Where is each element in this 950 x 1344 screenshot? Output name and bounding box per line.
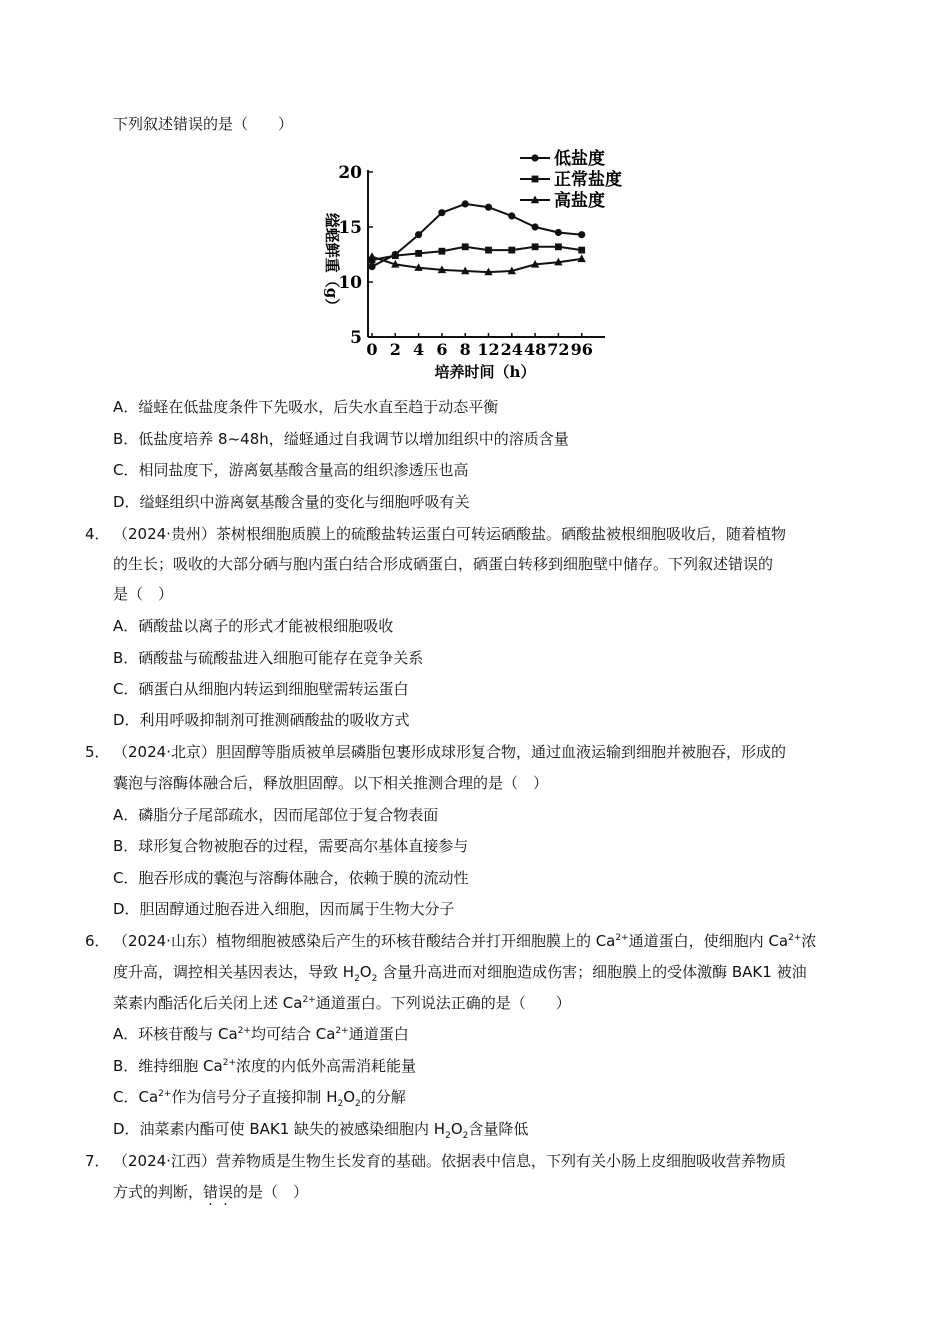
data-point xyxy=(508,212,515,219)
data-point xyxy=(578,254,586,262)
legend-label: 低盐度 xyxy=(554,149,605,169)
q3-option-c: C．相同盐度下，游离氨基酸含量高的组织渗透压也高 xyxy=(113,461,469,479)
data-point xyxy=(368,252,376,260)
legend-item xyxy=(520,169,622,190)
y-axis-label: 缢蛏鲜重（g） xyxy=(323,212,341,314)
data-point xyxy=(532,223,539,230)
q3-option-d: D．缢蛏组织中游离氨基酸含量的变化与细胞呼吸有关 xyxy=(113,493,470,511)
data-point xyxy=(415,250,422,257)
data-point xyxy=(532,176,539,183)
q6-option-d: D．油菜素内酯可使 BAK1 缺失的被感染细胞内 $H_2O_2$含量降低 xyxy=(113,1120,529,1141)
data-point xyxy=(485,247,492,254)
q4-stem-line2: 的生长；吸收的大部分硒与胞内蛋白结合形成硒蛋白，硒蛋白转移到细胞壁中储存。下列叙述错误的 xyxy=(113,555,774,573)
q6-option-c: C．$Ca^{2+}$作为信号分子直接抑制 $H_2O_2$的分解 xyxy=(113,1088,406,1109)
q5-option-a: A．磷脂分子尾部疏水，因而尾部位于复合物表面 xyxy=(113,806,439,824)
x-tick-label: 48 xyxy=(523,340,547,359)
intro-text: 下列叙述错误的是（ ） xyxy=(113,115,294,133)
q4-option-b: B．硒酸盐与硫酸盐进入细胞可能存在竞争关系 xyxy=(113,649,424,667)
data-point xyxy=(508,247,515,254)
data-point xyxy=(438,209,445,216)
data-point xyxy=(578,247,585,254)
y-tick-label: 20 xyxy=(338,163,362,183)
data-point xyxy=(555,229,562,236)
data-point xyxy=(462,243,469,250)
q5-option-d: D．胆固醇通过胞吞进入细胞，因而属于生物大分子 xyxy=(113,900,455,918)
x-tick-label: 0 xyxy=(366,340,378,359)
data-point xyxy=(555,243,562,250)
q5-option-b: B．球形复合物被胞吞的过程，需要高尔基体直接参与 xyxy=(113,837,469,855)
x-tick-label: 24 xyxy=(500,340,523,359)
q5-option-c: C．胞吞形成的囊泡与溶酶体融合，依赖于膜的流动性 xyxy=(113,869,469,887)
data-point xyxy=(485,204,492,211)
q4-stem-line1: （2024·贵州）茶树根细胞质膜上的硫酸盐转运蛋白可转运硒酸盐。硒酸盐被根细胞吸收后，随着植物 xyxy=(113,525,786,543)
x-tick-label: 72 xyxy=(547,340,570,359)
q5-number: 5． xyxy=(85,743,110,761)
legend-label: 正常盐度 xyxy=(554,170,622,190)
q6-stem-line1: （2024·山东）植物细胞被感染后产生的环核苷酸结合并打开细胞膜上的 $Ca^{2+}$通道蛋白，使细胞内 $Ca^{2+}$浓 xyxy=(113,932,817,950)
x-tick-label: 6 xyxy=(436,340,448,359)
series-line xyxy=(372,204,582,267)
data-point xyxy=(415,231,422,238)
q6-number: 6． xyxy=(85,932,110,950)
q4-option-d: D．利用呼吸抑制剂可推测硒酸盐的吸收方式 xyxy=(113,711,410,729)
x-tick-label: 2 xyxy=(389,340,401,359)
x-axis-label: 培养时间（h） xyxy=(434,363,536,381)
data-point xyxy=(462,200,469,207)
chart-legend xyxy=(520,148,622,211)
series-circle xyxy=(368,200,585,270)
q3-option-a: A．缢蛏在低盐度条件下先吸水，后失水直至趋于动态平衡 xyxy=(113,398,499,416)
q4-option-a: A．硒酸盐以离子的形式才能被根细胞吸收 xyxy=(113,617,394,635)
y-tick-label: 5 xyxy=(350,328,362,348)
x-tick-label: 96 xyxy=(570,340,593,359)
y-tick-label: 15 xyxy=(338,218,362,238)
data-point xyxy=(439,248,446,255)
series-square xyxy=(369,243,585,263)
q7-stem-line2: 方式的判断，错误的是（ ） xyxy=(113,1183,309,1201)
q5-stem-line1: （2024·北京）胆固醇等脂质被单层磷脂包裹形成球形复合物，通过血液运输到细胞并被胞吞，形成的 xyxy=(113,743,786,761)
q4-stem-line3: 是（ ） xyxy=(113,585,174,603)
q6-option-b: B．维持细胞 $Ca^{2+}$浓度的内低外高需消耗能量 xyxy=(113,1057,417,1075)
x-tick-label: 12 xyxy=(477,340,500,359)
q4-number: 4． xyxy=(85,525,110,543)
legend-item xyxy=(520,190,605,211)
chart-series xyxy=(368,200,586,275)
q6-option-a: A．环核苷酸与 $Ca^{2+}$均可结合 $Ca^{2+}$通道蛋白 xyxy=(113,1025,409,1043)
emphasis-char: 误 xyxy=(218,1183,234,1201)
y-tick-label: 10 xyxy=(338,273,362,293)
x-tick-label: 4 xyxy=(413,340,425,359)
q6-stem-line2: 度升高，调控相关基因表达，导致 $H_2O_2$ 含量升高进而对细胞造成伤害；细胞膜上的受体激酶 BAK1 被油 xyxy=(113,963,807,984)
data-point xyxy=(531,154,538,161)
data-point xyxy=(532,243,539,250)
q7-stem-line1: （2024·江西）营养物质是生物生长发育的基础。依据表中信息，下列有关小肠上皮细胞吸收营养物质 xyxy=(113,1152,786,1170)
x-tick-label: 8 xyxy=(459,340,471,359)
q6-stem-line3: 菜素内酯活化后关闭上述 $Ca^{2+}$通道蛋白。下列说法正确的是（ ） xyxy=(113,994,571,1012)
q5-stem-line2: 囊泡与溶酶体融合后，释放胆固醇。以下相关推测合理的是（ ） xyxy=(113,774,549,792)
q4-option-c: C．硒蛋白从细胞内转运到细胞壁需转运蛋白 xyxy=(113,680,409,698)
data-point xyxy=(578,231,585,238)
series-line xyxy=(372,257,582,272)
data-point xyxy=(392,252,399,259)
emphasis-char: 错 xyxy=(203,1183,219,1201)
q7-number: 7． xyxy=(85,1152,110,1170)
data-point xyxy=(368,263,375,270)
q3-option-b: B．低盐度培养 8~48h，缢蛏通过自我调节以增加组织中的溶质含量 xyxy=(113,430,569,448)
legend-item xyxy=(520,148,605,169)
legend-label: 高盐度 xyxy=(554,191,605,211)
salinity-line-chart xyxy=(315,145,645,385)
